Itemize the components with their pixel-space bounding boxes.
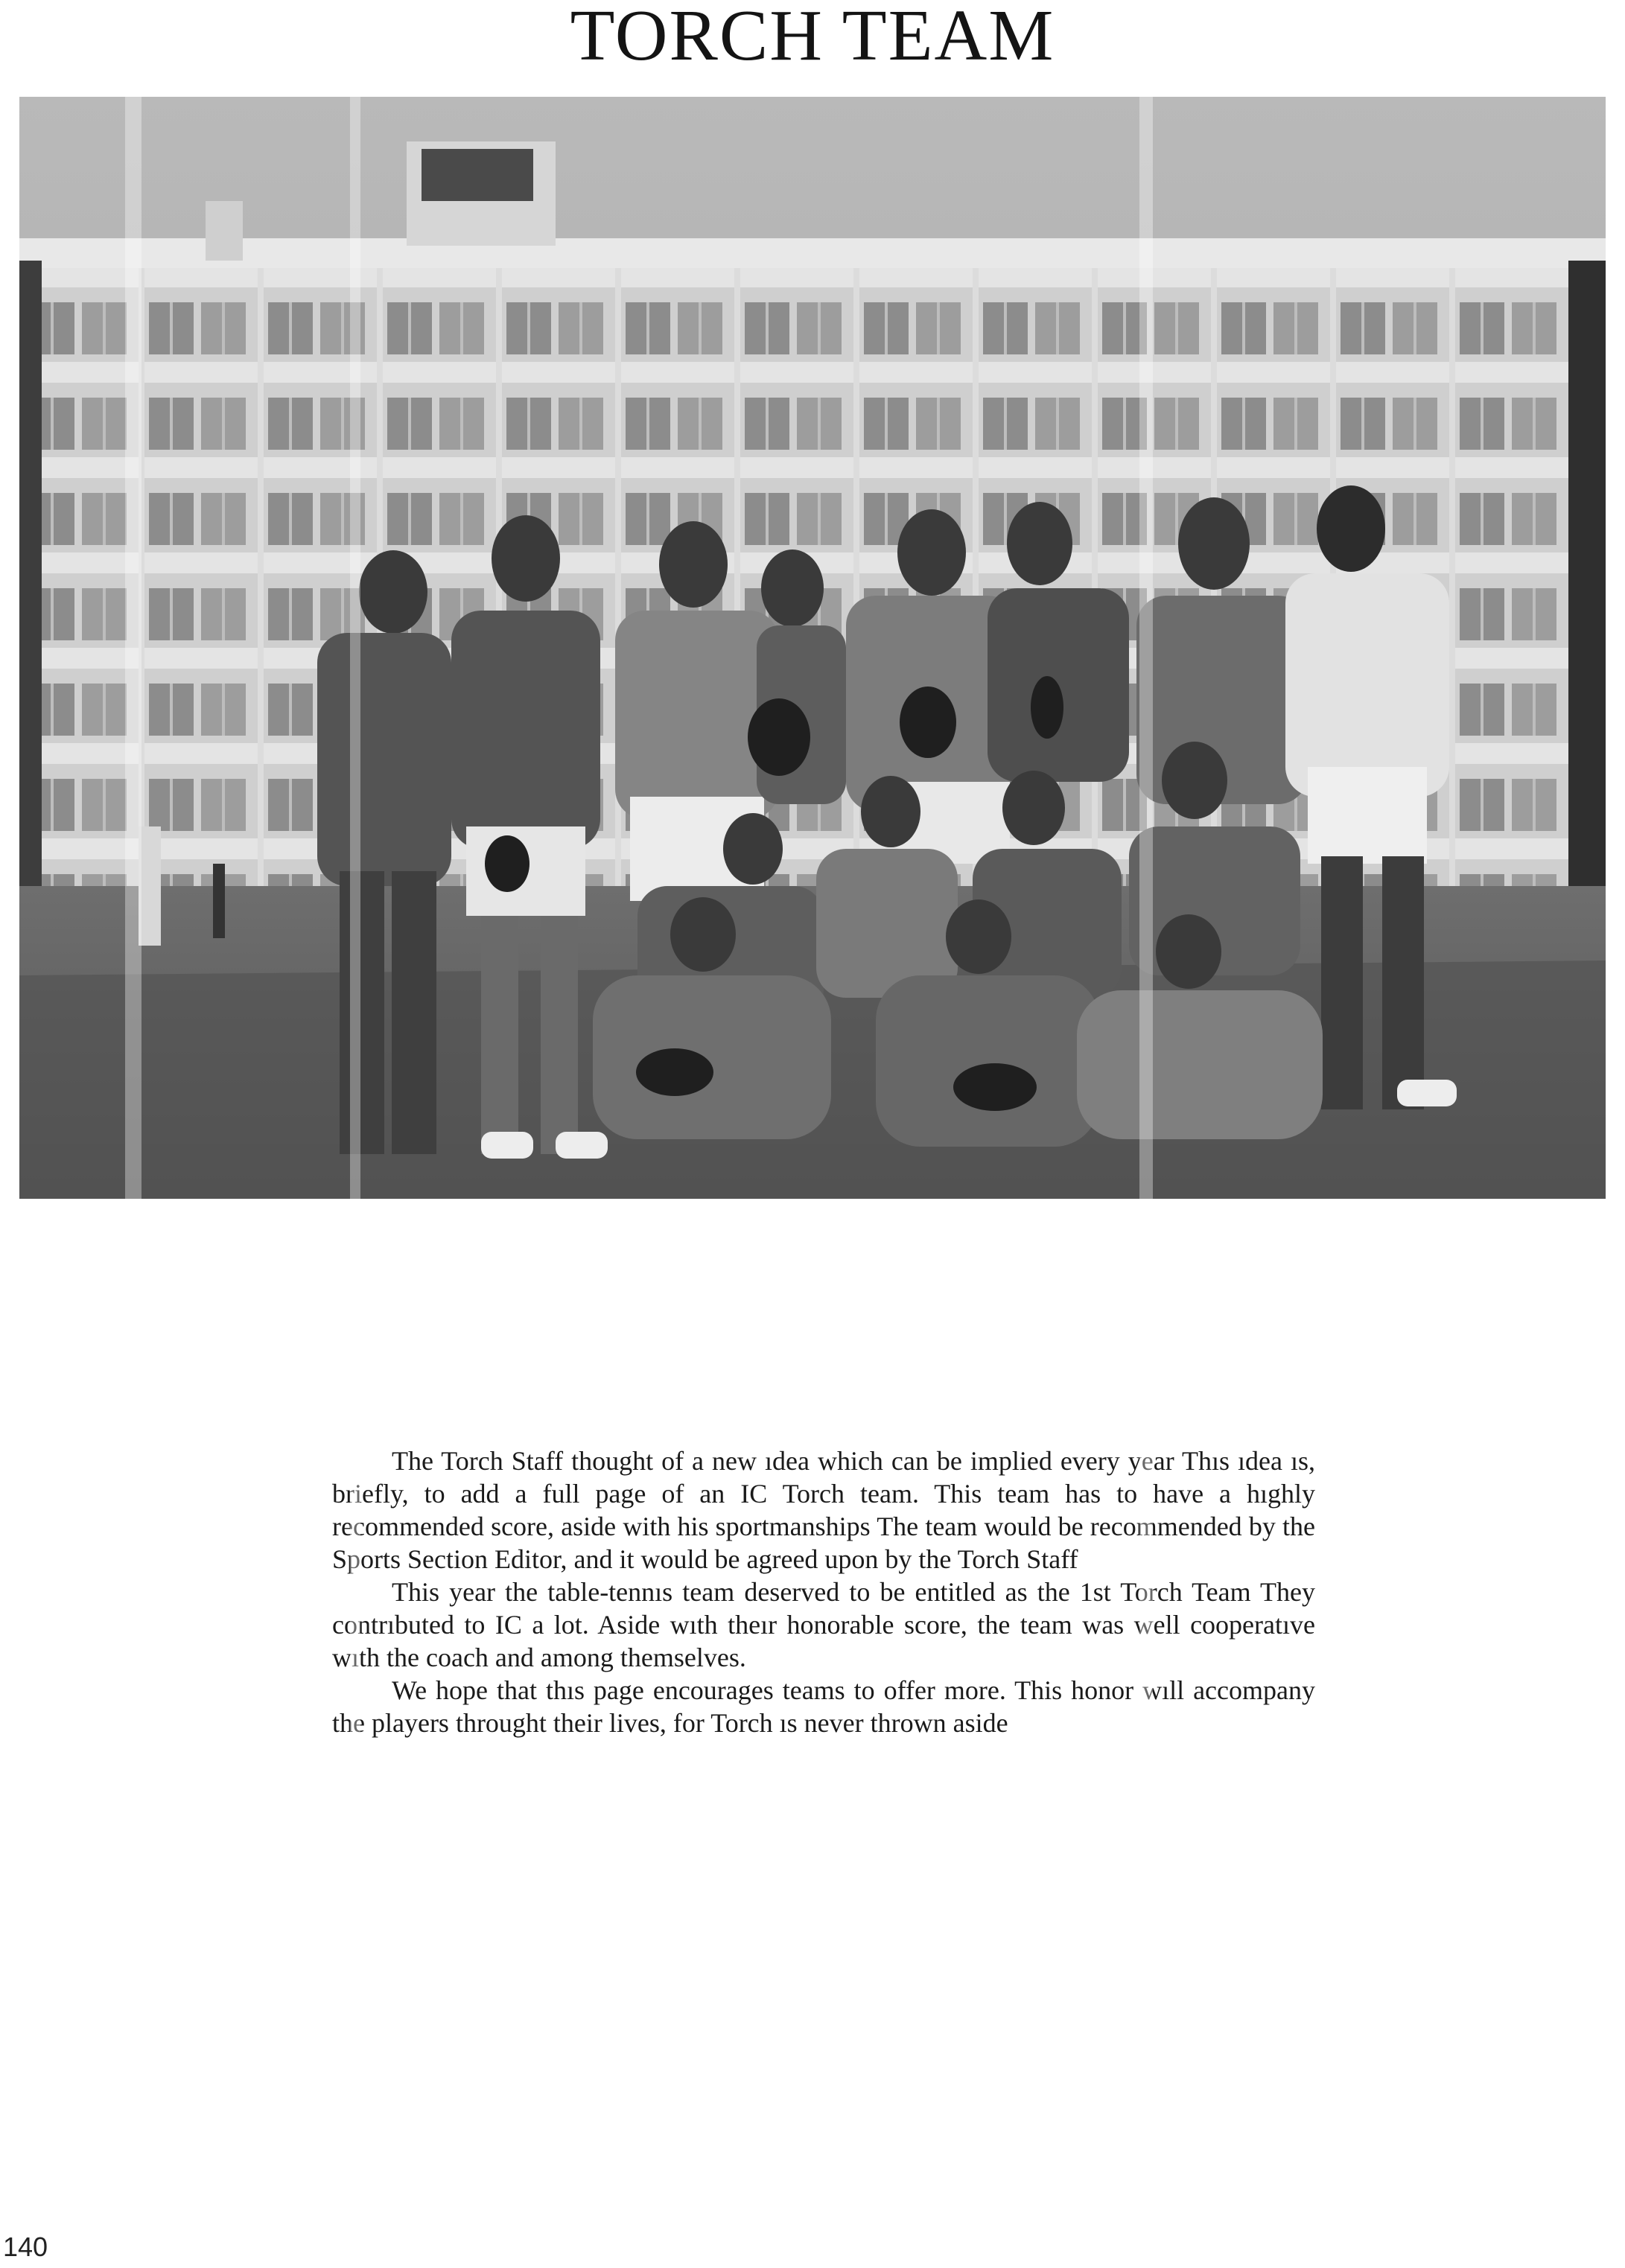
team-photo xyxy=(19,97,1606,1199)
page-title: TORCH TEAM xyxy=(570,0,1055,76)
article-paragraph-3: We hope that thıs page encourages teams to offer more. This honor wıll accompany the players throught their lives, for Torch ıs never thrown aside xyxy=(332,1675,1315,1738)
article-paragraph-2: This year the table-tennıs team deserved to be entitled as the 1st Torch Team They contrıbuted to IC a lot. Aside wıth theır honorable score, the team was well cooperatıve wıth the coach and among themselves. xyxy=(332,1577,1315,1672)
page-number: 140 xyxy=(3,2232,48,2262)
article-body xyxy=(332,1444,1315,1739)
article-paragraph-1: The Torch Staff thought of a new ıdea which can be implied every year Thıs ıdea ıs, briefly, to add a full page of an IC Torch team. This team has to have a hıghly recommended score, aside with his sportmanships The team would be recommended by the Sports Section Editor, and it would be agreed upon by the Torch Staff xyxy=(332,1446,1315,1574)
